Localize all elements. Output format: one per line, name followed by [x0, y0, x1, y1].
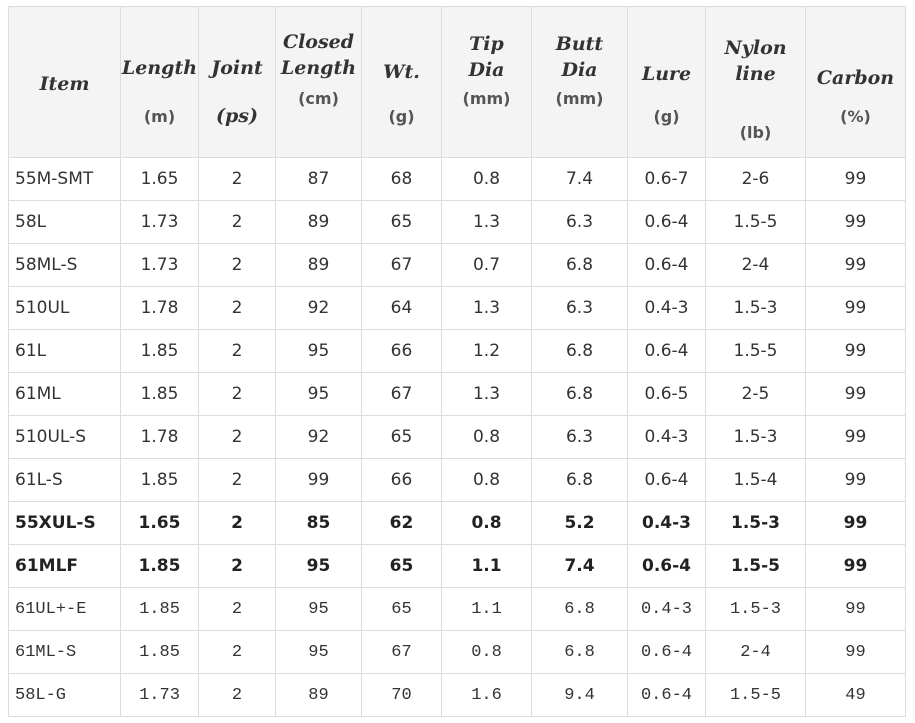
- spec-cell: 1.73: [121, 201, 199, 244]
- spec-cell: 1.73: [121, 674, 199, 717]
- header-label: Wt.: [383, 61, 420, 83]
- spec-cell: 2: [199, 502, 276, 545]
- spec-cell: 0.6-4: [628, 244, 706, 287]
- header-label: Tip Dia: [468, 33, 505, 81]
- spec-cell: 2: [199, 674, 276, 717]
- spec-cell: 99: [806, 502, 906, 545]
- spec-cell: 70: [362, 674, 442, 717]
- spec-cell: 2: [199, 330, 276, 373]
- item-model-cell: 61ML-S: [9, 631, 121, 674]
- table-row: [9, 330, 906, 373]
- header-unit: (g): [388, 107, 415, 126]
- spec-cell: 2: [199, 588, 276, 631]
- header-label: Closed Length: [280, 31, 357, 79]
- spec-cell: 2: [199, 545, 276, 588]
- spec-cell: 6.8: [532, 588, 628, 631]
- spec-cell: 99: [806, 330, 906, 373]
- spec-cell: 6.3: [532, 416, 628, 459]
- spec-cell: 2-6: [706, 158, 806, 201]
- item-model-cell: 510UL: [9, 287, 121, 330]
- spec-cell: 65: [362, 416, 442, 459]
- spec-cell: 2: [199, 158, 276, 201]
- spec-cell: 0.4-3: [628, 588, 706, 631]
- table-row: [9, 158, 906, 201]
- spec-cell: 62: [362, 502, 442, 545]
- spec-cell: 65: [362, 545, 442, 588]
- spec-cell: 1.85: [121, 588, 199, 631]
- header-closed-length: [276, 7, 362, 158]
- spec-cell: 68: [362, 158, 442, 201]
- spec-cell: 1.85: [121, 373, 199, 416]
- spec-cell: 6.8: [532, 244, 628, 287]
- spec-cell: 2: [199, 373, 276, 416]
- spec-cell: 6.8: [532, 631, 628, 674]
- spec-cell: 66: [362, 330, 442, 373]
- header-label: Joint: [211, 57, 263, 79]
- header-joint: [199, 7, 276, 158]
- spec-cell: 66: [362, 459, 442, 502]
- spec-cell: 1.73: [121, 244, 199, 287]
- spec-cell: 0.6-4: [628, 545, 706, 588]
- spec-cell: 6.3: [532, 201, 628, 244]
- spec-cell: 92: [276, 287, 362, 330]
- header-nylon-line: [706, 7, 806, 158]
- spec-cell: 1.3: [442, 287, 532, 330]
- spec-cell: 7.4: [532, 545, 628, 588]
- header-label: Item: [39, 73, 90, 95]
- table-row: [9, 631, 906, 674]
- item-model-cell: 55XUL-S: [9, 502, 121, 545]
- spec-cell: 2: [199, 416, 276, 459]
- spec-cell: 65: [362, 201, 442, 244]
- header-lure: [628, 7, 706, 158]
- spec-cell: 1.5-3: [706, 416, 806, 459]
- spec-cell: 1.65: [121, 502, 199, 545]
- spec-cell: 89: [276, 244, 362, 287]
- item-model-cell: 61L: [9, 330, 121, 373]
- spec-cell: 85: [276, 502, 362, 545]
- spec-cell: 2: [199, 287, 276, 330]
- spec-cell: 1.78: [121, 287, 199, 330]
- spec-cell: 0.6-4: [628, 330, 706, 373]
- item-model-cell: 55M-SMT: [9, 158, 121, 201]
- table-row: [9, 287, 906, 330]
- spec-cell: 0.8: [442, 459, 532, 502]
- header-label: Length: [121, 57, 198, 79]
- spec-cell: 1.78: [121, 416, 199, 459]
- spec-cell: 1.5-4: [706, 459, 806, 502]
- spec-cell: 64: [362, 287, 442, 330]
- spec-cell: 1.5-3: [706, 287, 806, 330]
- spec-cell: 1.3: [442, 373, 532, 416]
- header-carbon: [806, 7, 906, 158]
- header-weight: [362, 7, 442, 158]
- spec-cell: 0.4-3: [628, 416, 706, 459]
- header-label: Lure: [641, 63, 692, 85]
- header-item: [9, 7, 121, 158]
- table-row: [9, 545, 906, 588]
- item-model-cell: 58ML-S: [9, 244, 121, 287]
- table-row: [9, 674, 906, 717]
- spec-cell: 0.8: [442, 416, 532, 459]
- spec-cell: 95: [276, 588, 362, 631]
- spec-cell: 1.5-5: [706, 545, 806, 588]
- spec-cell: 67: [362, 631, 442, 674]
- spec-cell: 99: [276, 459, 362, 502]
- spec-cell: 99: [806, 201, 906, 244]
- spec-cell: 1.85: [121, 545, 199, 588]
- table-body: [9, 158, 906, 717]
- spec-cell: 49: [806, 674, 906, 717]
- header-unit: (m): [143, 107, 176, 126]
- spec-cell: 99: [806, 373, 906, 416]
- spec-cell: 2: [199, 244, 276, 287]
- spec-cell: 95: [276, 545, 362, 588]
- spec-cell: 2: [199, 201, 276, 244]
- spec-cell: 0.6-7: [628, 158, 706, 201]
- spec-cell: 6.8: [532, 373, 628, 416]
- spec-cell: 1.5-5: [706, 330, 806, 373]
- header-unit: (ps): [216, 105, 258, 127]
- spec-cell: 0.4-3: [628, 502, 706, 545]
- spec-cell: 0.4-3: [628, 287, 706, 330]
- spec-cell: 6.8: [532, 459, 628, 502]
- item-model-cell: 61L-S: [9, 459, 121, 502]
- header-label: Butt Dia: [555, 33, 604, 81]
- spec-cell: 2-4: [706, 631, 806, 674]
- header-unit: (mm): [462, 89, 511, 108]
- header-tip-dia: [442, 7, 532, 158]
- table-row: [9, 244, 906, 287]
- spec-cell: 99: [806, 459, 906, 502]
- spec-cell: 1.85: [121, 459, 199, 502]
- item-model-cell: 61UL+-E: [9, 588, 121, 631]
- table-row: [9, 588, 906, 631]
- spec-cell: 1.1: [442, 588, 532, 631]
- spec-cell: 1.5-5: [706, 674, 806, 717]
- spec-cell: 5.2: [532, 502, 628, 545]
- table-row: [9, 373, 906, 416]
- rod-spec-table: [8, 6, 906, 717]
- spec-cell: 99: [806, 545, 906, 588]
- spec-cell: 67: [362, 244, 442, 287]
- spec-cell: 0.8: [442, 502, 532, 545]
- spec-cell: 9.4: [532, 674, 628, 717]
- spec-cell: 2: [199, 631, 276, 674]
- spec-cell: 99: [806, 416, 906, 459]
- header-unit: (cm): [298, 89, 339, 108]
- spec-cell: 95: [276, 330, 362, 373]
- spec-cell: 6.8: [532, 330, 628, 373]
- header-unit: (lb): [739, 123, 772, 142]
- spec-cell: 99: [806, 588, 906, 631]
- spec-cell: 92: [276, 416, 362, 459]
- spec-cell: 95: [276, 631, 362, 674]
- spec-cell: 89: [276, 674, 362, 717]
- spec-cell: 99: [806, 631, 906, 674]
- spec-cell: 0.6-4: [628, 631, 706, 674]
- spec-cell: 7.4: [532, 158, 628, 201]
- spec-cell: 87: [276, 158, 362, 201]
- header-label: Nylon line: [724, 37, 787, 85]
- item-model-cell: 61ML: [9, 373, 121, 416]
- spec-cell: 99: [806, 244, 906, 287]
- spec-cell: 1.1: [442, 545, 532, 588]
- item-model-cell: 510UL-S: [9, 416, 121, 459]
- header-length: [121, 7, 199, 158]
- spec-cell: 0.8: [442, 158, 532, 201]
- spec-cell: 1.5-3: [706, 502, 806, 545]
- spec-cell: 2: [199, 459, 276, 502]
- spec-cell: 95: [276, 373, 362, 416]
- spec-cell: 67: [362, 373, 442, 416]
- spec-cell: 2-4: [706, 244, 806, 287]
- header-unit: (g): [653, 107, 680, 126]
- spec-cell: 0.6-4: [628, 201, 706, 244]
- header-row: [9, 7, 906, 158]
- spec-cell: 99: [806, 287, 906, 330]
- item-model-cell: 61MLF: [9, 545, 121, 588]
- spec-cell: 0.7: [442, 244, 532, 287]
- spec-cell: 1.5-3: [706, 588, 806, 631]
- table-row: [9, 201, 906, 244]
- spec-cell: 0.6-4: [628, 459, 706, 502]
- spec-cell: 1.85: [121, 330, 199, 373]
- table-row: [9, 459, 906, 502]
- spec-cell: 1.2: [442, 330, 532, 373]
- header-butt-dia: [532, 7, 628, 158]
- spec-cell: 65: [362, 588, 442, 631]
- header-label: Carbon: [816, 67, 895, 89]
- table-row: [9, 502, 906, 545]
- spec-cell: 1.5-5: [706, 201, 806, 244]
- spec-cell: 0.6-4: [628, 674, 706, 717]
- table-row: [9, 416, 906, 459]
- spec-cell: 99: [806, 158, 906, 201]
- spec-cell: 1.6: [442, 674, 532, 717]
- spec-cell: 0.8: [442, 631, 532, 674]
- item-model-cell: 58L-G: [9, 674, 121, 717]
- spec-cell: 0.6-5: [628, 373, 706, 416]
- header-unit: (%): [840, 107, 871, 126]
- spec-cell: 1.3: [442, 201, 532, 244]
- spec-cell: 1.65: [121, 158, 199, 201]
- spec-cell: 6.3: [532, 287, 628, 330]
- item-model-cell: 58L: [9, 201, 121, 244]
- spec-cell: 2-5: [706, 373, 806, 416]
- spec-cell: 89: [276, 201, 362, 244]
- header-unit: (mm): [555, 89, 604, 108]
- spec-cell: 1.85: [121, 631, 199, 674]
